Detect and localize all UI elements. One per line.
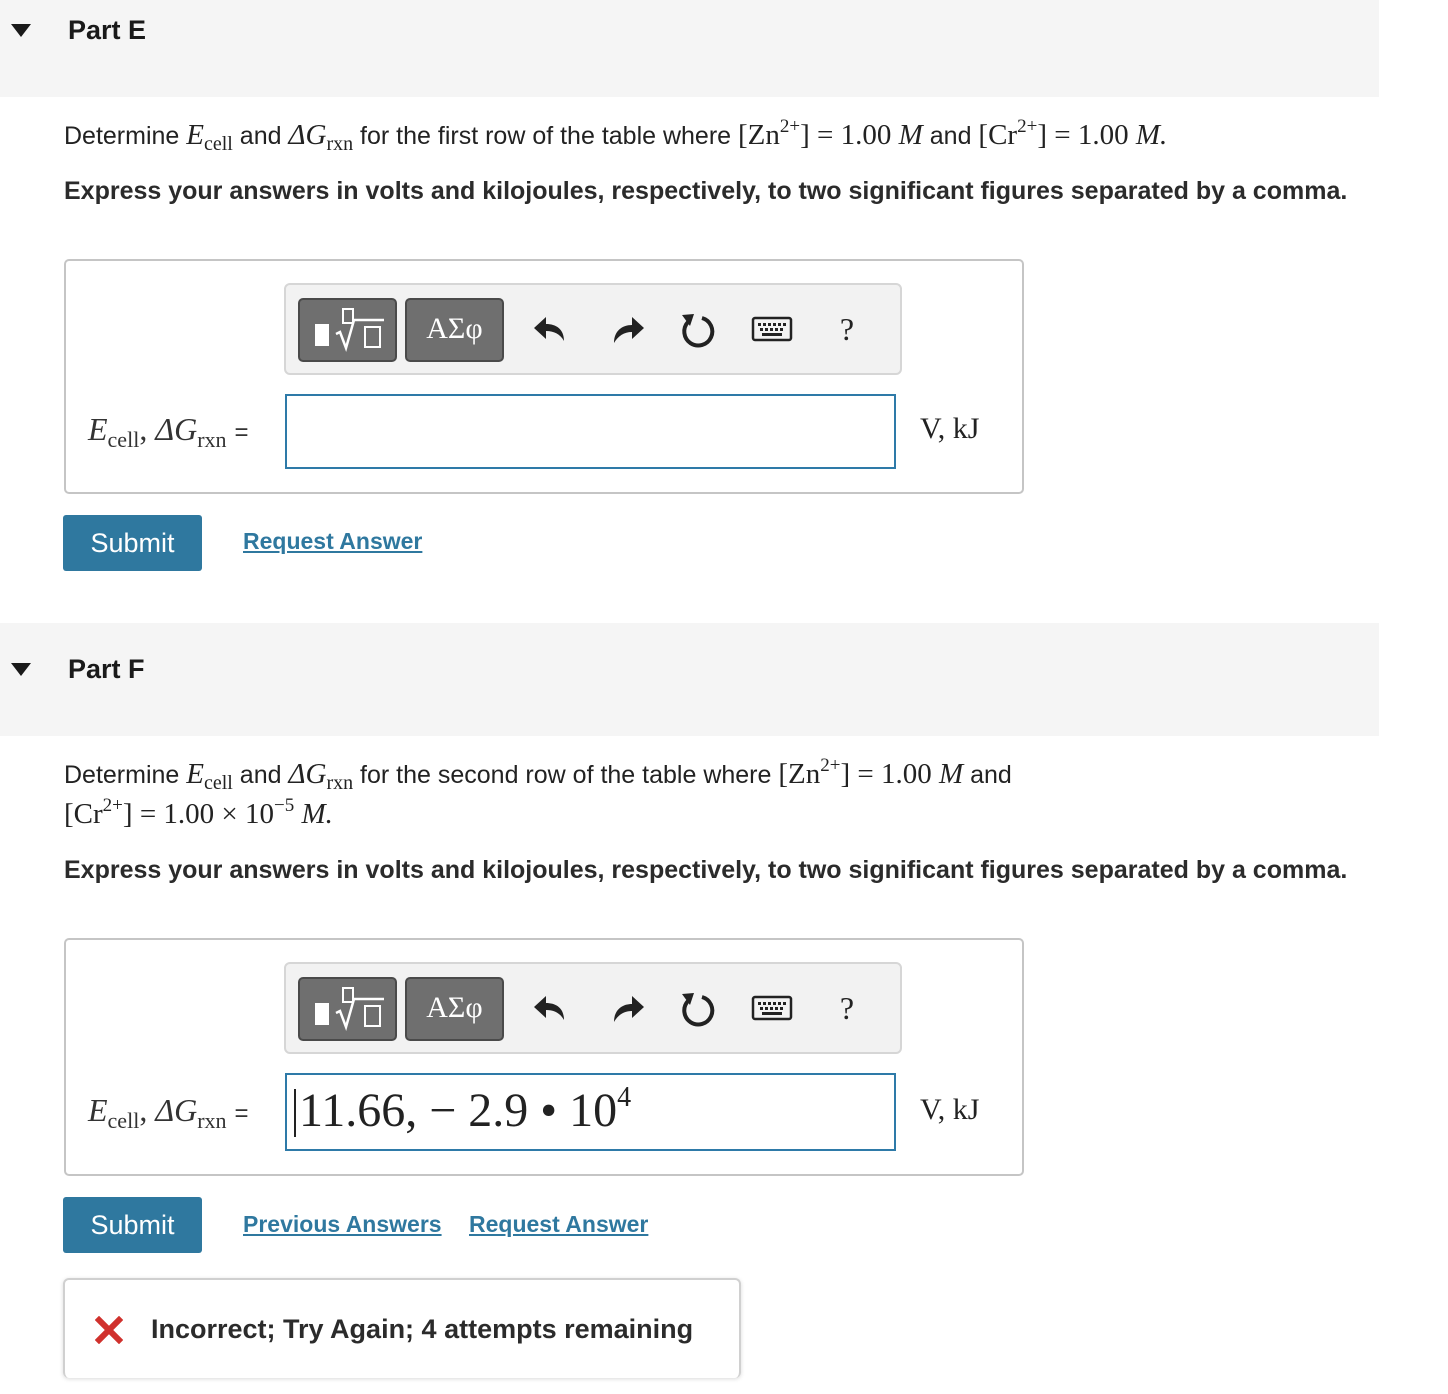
part-f-answer-value: 11.66, − 2.9 • $10^4$ <box>299 1082 632 1137</box>
keyboard-icon[interactable] <box>748 299 798 359</box>
part-f-question-line1: Determine $E_{cell}$ and $\Delta G_{rxn}$ for the second row of the table where $[Zn^{2+}] = 1.00$ M and <box>64 755 1012 794</box>
part-e-math-toolbar <box>284 283 902 375</box>
part-e-answer-input[interactable] <box>285 394 896 469</box>
part-e-question: Determine $E_{cell}$ and $\Delta G_{rxn}$ for the first row of the table where $[Zn^{2+}] = 1.00$ M and $[Cr^{2+}] = 1.00$ M. <box>64 116 1168 155</box>
part-f-title: Part F <box>68 654 145 684</box>
part-f-instruction: Express your answers in volts and kilojoules, respectively, to two significant figures separated by a comma. <box>64 856 1348 884</box>
help-button[interactable]: ? <box>839 311 855 347</box>
undo-icon[interactable] <box>526 299 576 359</box>
part-f-request-answer-link[interactable]: Request Answer <box>469 1211 649 1237</box>
keyboard-icon[interactable] <box>748 978 798 1038</box>
redo-icon[interactable] <box>602 978 652 1038</box>
part-f-answer-label: $E_{cell}$, $\Delta G_{rxn}$ = <box>88 1092 249 1133</box>
part-f-previous-answers-link[interactable]: Previous Answers <box>243 1211 442 1237</box>
part-e-header[interactable] <box>0 0 1379 97</box>
part-e-request-answer-link[interactable]: Request Answer <box>243 528 423 554</box>
collapse-triangle-icon[interactable] <box>11 663 31 676</box>
greek-symbols-button[interactable]: ΑΣφ <box>405 298 504 362</box>
part-f-math-toolbar <box>284 962 902 1054</box>
redo-icon[interactable] <box>602 299 652 359</box>
part-e-instruction: Express your answers in volts and kilojoules, respectively, to two significant figures separated by a comma. <box>64 177 1348 205</box>
part-f-submit-button[interactable]: Submit <box>63 1197 202 1253</box>
undo-icon[interactable] <box>526 978 576 1038</box>
feedback-panel <box>63 1278 741 1378</box>
template-radical-icon <box>300 300 395 360</box>
templates-button[interactable] <box>298 977 397 1041</box>
text-cursor <box>294 1089 296 1137</box>
templates-button[interactable] <box>298 298 397 362</box>
greek-symbols-button[interactable]: ΑΣφ <box>405 977 504 1041</box>
help-button[interactable]: ? <box>839 990 855 1026</box>
template-radical-icon <box>300 979 395 1039</box>
incorrect-x-icon <box>95 1316 123 1344</box>
part-e-submit-button[interactable]: Submit <box>63 515 202 571</box>
part-e-title: Part E <box>68 15 147 45</box>
feedback-text: Incorrect; Try Again; 4 attempts remaining <box>151 1314 694 1344</box>
part-e-units: V, kJ <box>920 412 980 445</box>
reset-icon[interactable] <box>672 299 722 359</box>
reset-icon[interactable] <box>672 978 722 1038</box>
part-f-units: V, kJ <box>920 1093 980 1126</box>
collapse-triangle-icon[interactable] <box>11 24 31 37</box>
part-e-answer-label: $E_{cell}$, $\Delta G_{rxn}$ = <box>88 411 249 452</box>
part-f-header[interactable] <box>0 623 1379 736</box>
part-f-answer-input[interactable] <box>285 1073 896 1151</box>
part-f-question-line2: $[Cr^{2+}] = 1.00 \times 10^{-5}$ M. <box>64 795 333 830</box>
